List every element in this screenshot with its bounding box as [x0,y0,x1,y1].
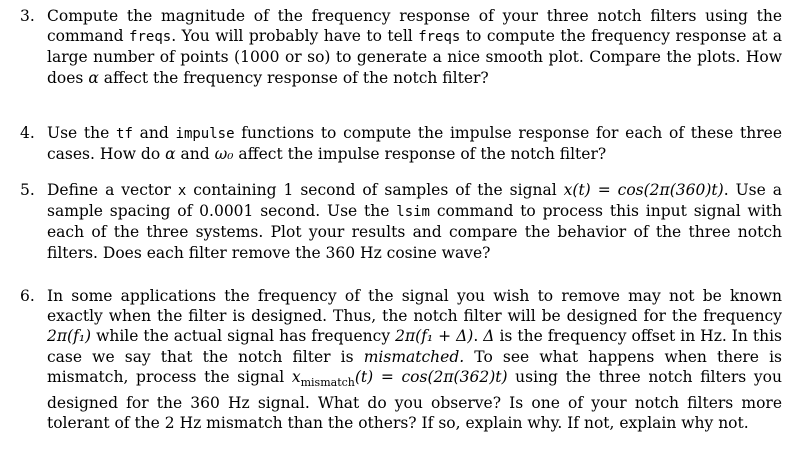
text-run: using the three notch filters you designed for the 360 Hz signal. What do you observe? Is one of your notch filters more tolerant of the 2 Hz mismatch than the others? If so, explain why. If not, explain why not. [47,367,782,433]
text-run: to compute the frequency response at a large number of points (1000 or so) to generate a nice smooth plot. Compare the plots. How does [47,27,783,87]
math-symbol: α [165,145,176,164]
code-term: lsim [396,204,430,221]
text-run: In some applications the frequency of the signal you wish to remove may not be known exactly when the filter is designed. Thus, the notch filter will be designed for the frequency [47,287,782,326]
text-run: functions to compute the impulse response for each of these three cases. How do [47,124,782,164]
question-6 [20,286,782,434]
code-term: freqs [418,29,461,46]
question-5 [20,180,782,263]
question-text [47,6,782,88]
math-symbol: ω₀ [214,145,234,164]
math-symbol: x [291,367,301,386]
text-run: Compute the magnitude of the frequency response of your three notch filters using the command [47,7,782,46]
code-term: x [177,183,187,199]
math-symbol: α [88,68,99,87]
text-run: command to process this input signal with each of the three systems. Plot your results and compare the behavior of the three notch filters. Does each filter remove the 360 Hz cosine wave? [47,202,782,262]
emphasis-term: mismatched. [363,347,465,366]
code-term: tf [116,126,133,142]
text-run: Define a vector [47,181,178,199]
text-run: To see what happens when there is mismatch, process the signal [47,347,782,386]
question-number: 3. [20,7,35,25]
question-4 [20,123,782,164]
text-run: . You will probably have to tell [171,27,419,46]
text-run: affect the impulse response of the notch filter? [233,145,607,164]
text-run: is the frequency offset in Hz. In this case we say that the notch filter is [47,327,782,366]
question-text [47,286,782,434]
code-term: freqs [129,29,172,46]
math-expression: (t) = cos(2π(362)t) [354,367,508,386]
question-number: 4. [20,124,35,142]
text-run: affect the frequency response of the notch filter? [98,68,489,87]
question-text [47,123,782,164]
text-run: . [473,327,484,346]
question-text [47,180,782,263]
question-number: 6. [20,287,35,305]
text-run: and [175,145,215,164]
text-run: Use the [47,124,117,142]
question-3 [20,6,782,88]
math-expression: 2π(f₁) [47,327,92,346]
code-term: impulse [175,126,235,142]
text-run: and [132,124,176,142]
text-run: . Use a sample spacing of 0.0001 second. Use the [47,181,782,221]
math-symbol: Δ [483,327,495,346]
text-run: while the actual signal has frequency [91,327,396,346]
math-expression: x(t) = cos(2π(360)t) [563,181,724,199]
text-run: containing 1 second of samples of the signal [186,181,564,199]
math-subscript: mismatch [300,375,355,389]
math-expression: 2π(f₁ + Δ) [395,327,474,346]
question-number: 5. [20,181,35,199]
